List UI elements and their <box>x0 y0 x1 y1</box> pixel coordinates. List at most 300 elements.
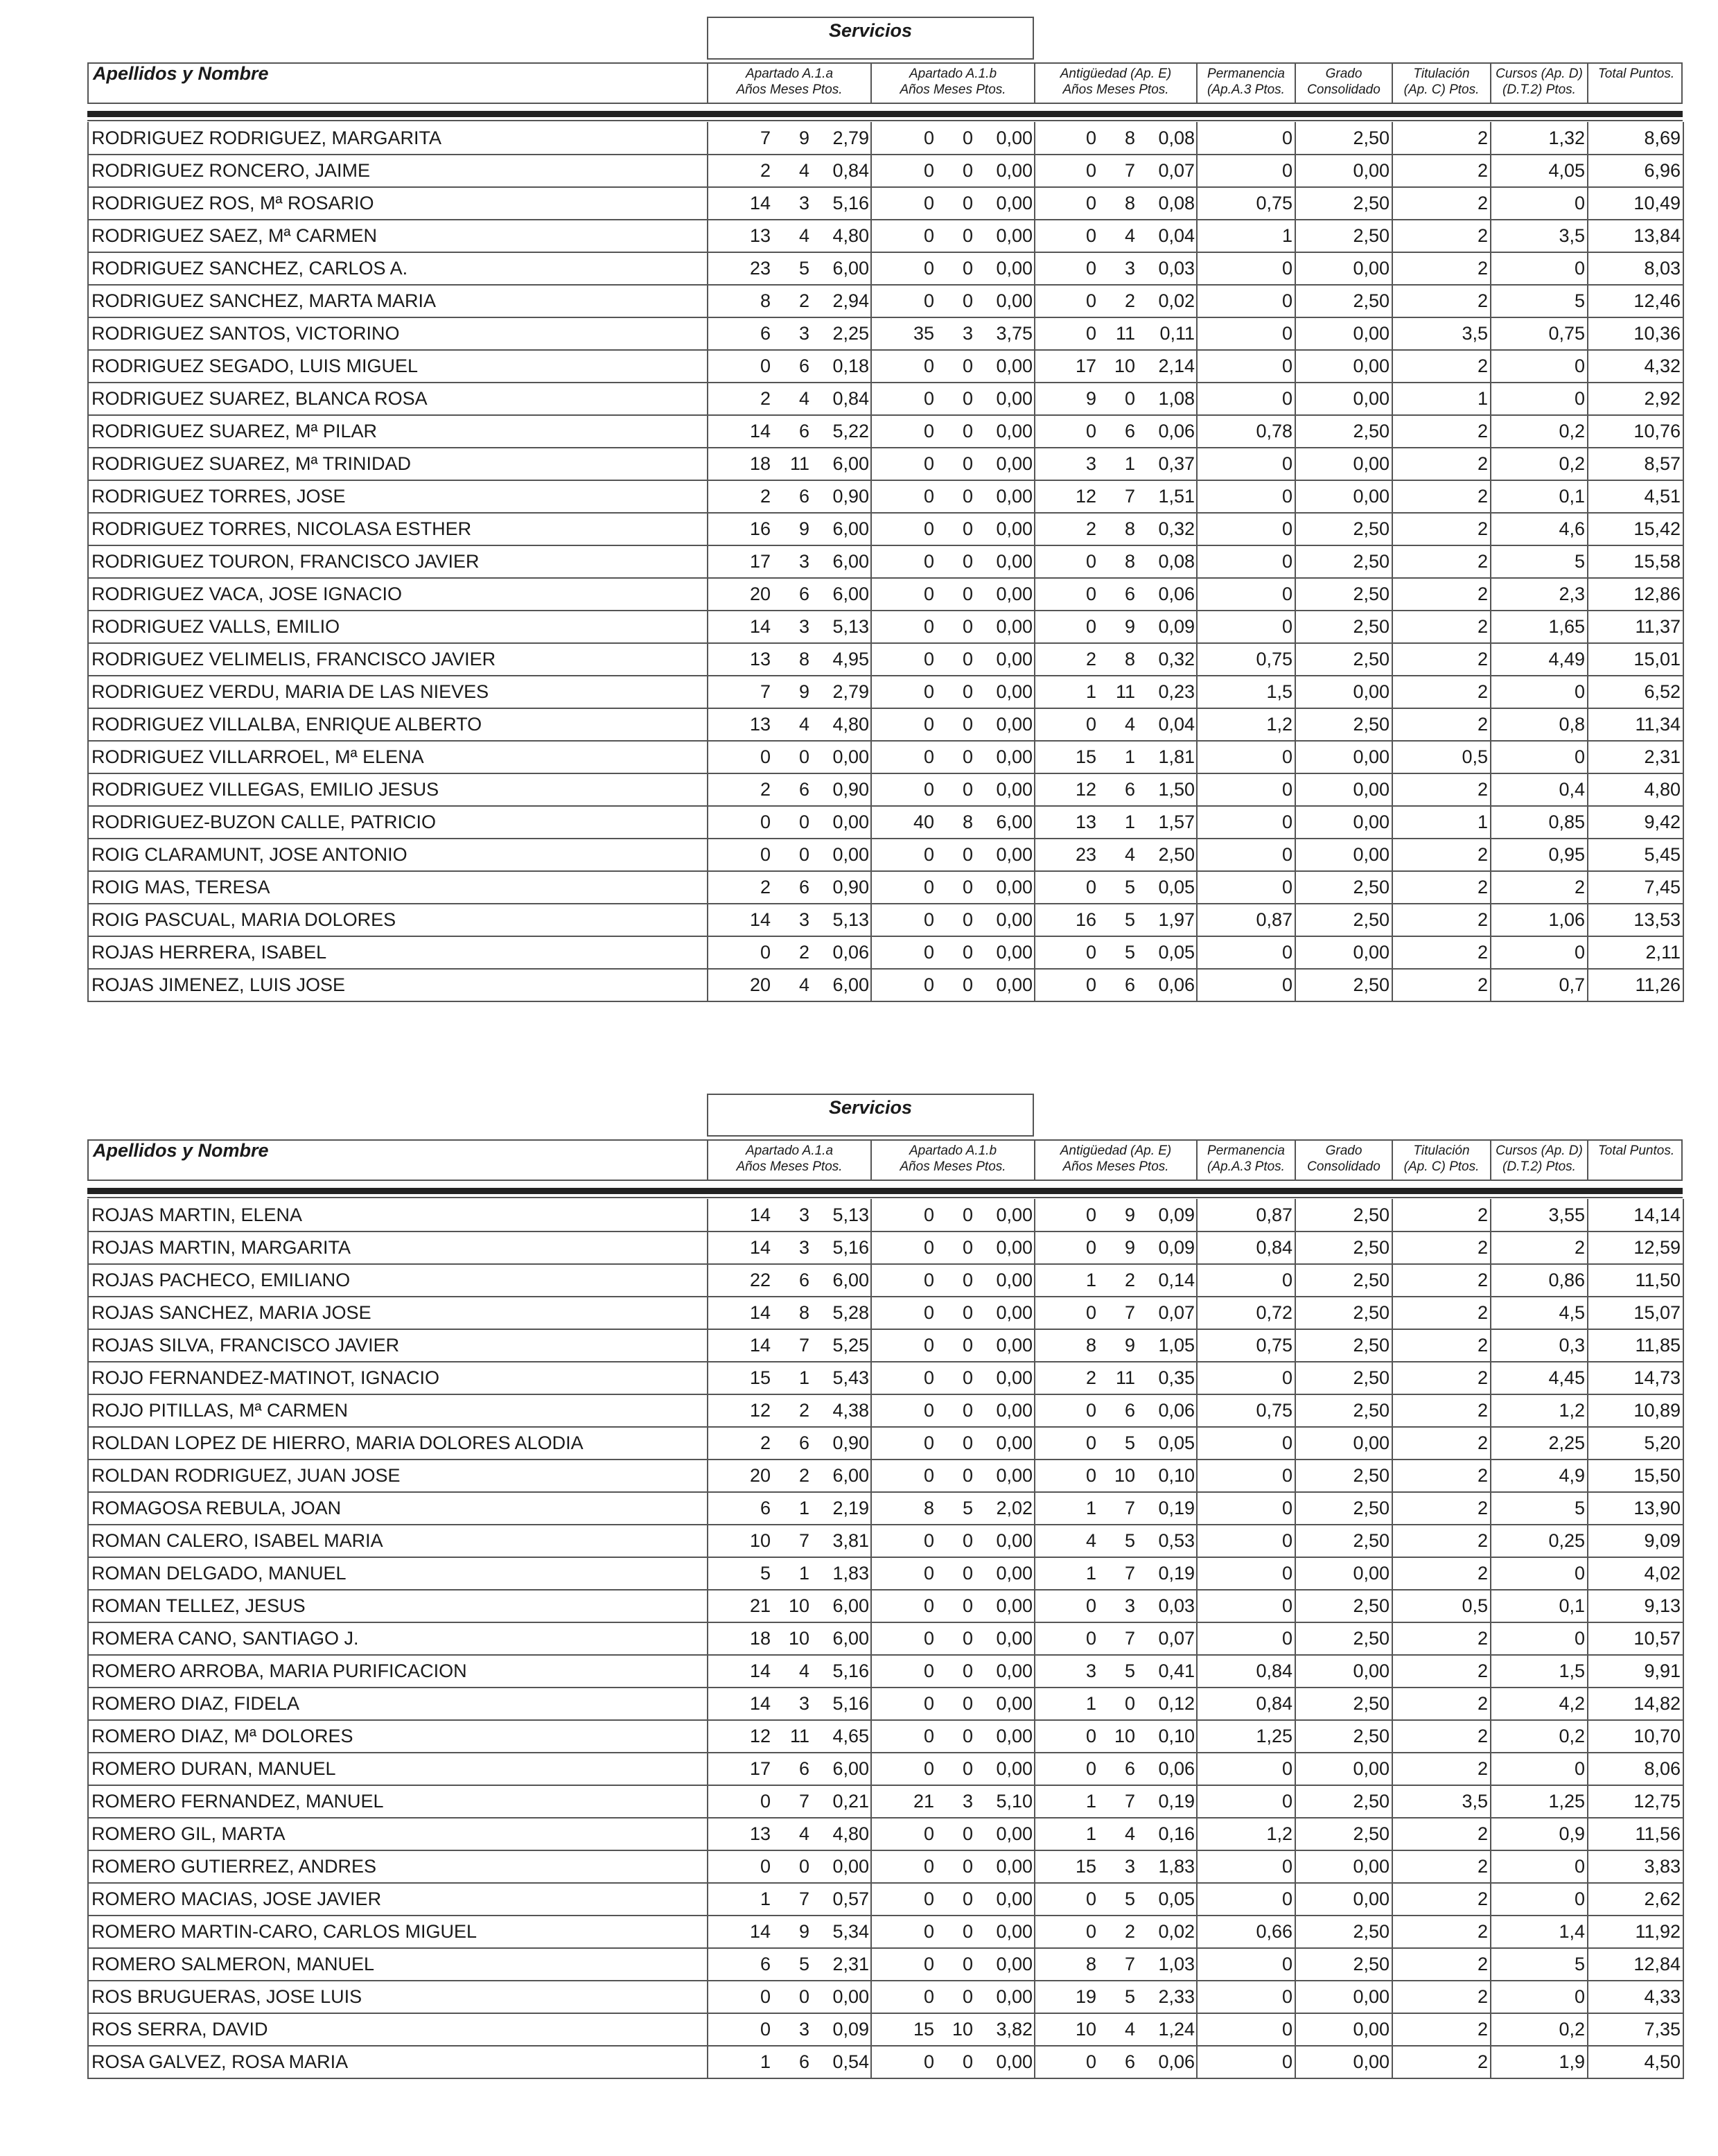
cell-titulacion: 2 <box>1392 1525 1491 1557</box>
cell-grado: 2,50 <box>1295 1720 1392 1753</box>
cell-a1a-ptos: 0,00 <box>832 844 869 865</box>
cell-a1b-meses: 0 <box>962 649 973 669</box>
cell-a1a <box>708 1329 871 1362</box>
cell-cursos: 0 <box>1491 741 1588 773</box>
cell-a1a-meses: 0 <box>798 1856 809 1877</box>
cell-a1a-meses: 3 <box>798 1204 809 1225</box>
cell-a1a <box>708 1297 871 1329</box>
cell-a1b-meses: 0 <box>962 974 973 995</box>
cell-a1b-ptos: 0,00 <box>996 258 1033 279</box>
cell-a1a <box>708 1199 871 1232</box>
cell-grado: 0,00 <box>1295 252 1392 285</box>
cell-name: ROJAS MARTIN, ELENA <box>88 1199 708 1232</box>
cell-permanencia: 0 <box>1197 155 1295 187</box>
cell-titulacion: 2 <box>1392 415 1491 448</box>
table-row <box>88 1850 1683 1883</box>
cell-a1b-anos: 0 <box>923 942 934 963</box>
cell-a1b-meses: 0 <box>962 1921 973 1942</box>
cell-antiguedad <box>1035 1785 1197 1818</box>
cell-a1b-anos: 0 <box>923 714 934 735</box>
cell-antiguedad-anos: 4 <box>1085 1530 1096 1551</box>
cell-antiguedad <box>1035 708 1197 741</box>
cell-a1a-meses: 4 <box>798 714 809 735</box>
cell-a1b-anos: 0 <box>923 421 934 441</box>
cell-antiguedad-meses: 10 <box>1114 1465 1135 1486</box>
cell-a1b-meses: 0 <box>962 909 973 930</box>
cell-antiguedad <box>1035 1297 1197 1329</box>
cell-a1a-ptos: 0,90 <box>832 1432 869 1453</box>
cell-a1a-ptos: 0,84 <box>832 160 869 181</box>
cell-antiguedad-meses: 6 <box>1124 421 1135 441</box>
cell-a1a-ptos: 0,90 <box>832 877 869 897</box>
cell-antiguedad-ptos: 1,81 <box>1158 746 1195 767</box>
cell-name: ROJAS SILVA, FRANCISCO JAVIER <box>88 1329 708 1362</box>
header-total: Total Puntos. <box>1597 1143 1675 1158</box>
cell-antiguedad-ptos: 0,08 <box>1158 551 1195 572</box>
cell-a1b <box>871 2013 1035 2046</box>
cell-a1b-meses: 0 <box>962 877 973 897</box>
header-divider-thick <box>87 1188 1683 1194</box>
cell-cursos: 5 <box>1491 545 1588 578</box>
cell-a1a <box>708 252 871 285</box>
cell-antiguedad-meses: 4 <box>1124 1823 1135 1844</box>
cell-permanencia: 0,87 <box>1197 904 1295 936</box>
cell-a1a-ptos: 0,57 <box>832 1888 869 1909</box>
cell-a1a-ptos: 2,94 <box>832 290 869 311</box>
cell-antiguedad <box>1035 1720 1197 1753</box>
cell-antiguedad <box>1035 611 1197 643</box>
cell-permanencia: 0,75 <box>1197 187 1295 220</box>
cell-antiguedad <box>1035 871 1197 904</box>
cell-permanencia: 0 <box>1197 1850 1295 1883</box>
cell-a1a-ptos: 4,80 <box>832 225 869 246</box>
cell-a1a-anos: 17 <box>749 1758 771 1779</box>
cell-permanencia: 0 <box>1197 1557 1295 1590</box>
cell-a1b <box>871 708 1035 741</box>
table-row <box>88 1688 1683 1720</box>
cell-a1a-anos: 14 <box>749 1693 771 1714</box>
cell-antiguedad-anos: 0 <box>1085 974 1096 995</box>
cell-a1a-anos: 14 <box>749 421 771 441</box>
cell-name: RODRIGUEZ TOURON, FRANCISCO JAVIER <box>88 545 708 578</box>
cell-a1a-anos: 13 <box>749 714 771 735</box>
cell-a1b-anos: 0 <box>923 1921 934 1942</box>
cell-titulacion: 2 <box>1392 1981 1491 2013</box>
cell-a1b-anos: 0 <box>923 909 934 930</box>
cell-antiguedad-anos: 0 <box>1085 1628 1096 1649</box>
cell-total: 11,26 <box>1588 969 1683 1001</box>
cell-a1b-ptos: 0,00 <box>996 421 1033 441</box>
cell-a1b-meses: 0 <box>962 2051 973 2072</box>
table-row <box>88 1720 1683 1753</box>
cell-titulacion: 2 <box>1392 1688 1491 1720</box>
table-row <box>88 415 1683 448</box>
cell-antiguedad <box>1035 1427 1197 1460</box>
cell-permanencia: 0,84 <box>1197 1232 1295 1264</box>
cell-antiguedad-ptos: 0,09 <box>1158 1237 1195 1258</box>
table-row <box>88 2046 1683 2078</box>
cell-a1a-anos: 1 <box>760 2051 771 2072</box>
cell-antiguedad-meses: 5 <box>1124 909 1135 930</box>
cell-a1a-ptos: 2,19 <box>832 1498 869 1518</box>
cell-a1a <box>708 1427 871 1460</box>
cell-titulacion: 2 <box>1392 155 1491 187</box>
cell-antiguedad-anos: 0 <box>1085 584 1096 604</box>
cell-a1b <box>871 643 1035 676</box>
cell-a1a-ptos: 5,16 <box>832 1237 869 1258</box>
cell-a1b <box>871 1622 1035 1655</box>
cell-antiguedad-ptos: 0,41 <box>1158 1660 1195 1681</box>
cell-cursos: 4,45 <box>1491 1362 1588 1394</box>
cell-a1b <box>871 1785 1035 1818</box>
cell-a1b <box>871 1297 1035 1329</box>
cell-cursos: 0,1 <box>1491 1590 1588 1622</box>
cell-grado: 2,50 <box>1295 611 1392 643</box>
cell-a1a-meses: 5 <box>798 258 809 279</box>
cell-a1a <box>708 1720 871 1753</box>
table-row <box>88 1297 1683 1329</box>
header-a1a: Apartado A.1.a Años Meses Ptos. <box>708 1141 872 1180</box>
cell-cursos: 1,2 <box>1491 1394 1588 1427</box>
cell-antiguedad-ptos: 0,32 <box>1158 518 1195 539</box>
cell-total: 2,11 <box>1588 936 1683 969</box>
cell-antiguedad <box>1035 904 1197 936</box>
cell-a1a-anos: 13 <box>749 225 771 246</box>
cell-antiguedad-ptos: 0,02 <box>1158 290 1195 311</box>
cell-a1a-anos: 14 <box>749 1204 771 1225</box>
cell-total: 11,34 <box>1588 708 1683 741</box>
table-row <box>88 741 1683 773</box>
cell-grado: 0,00 <box>1295 1850 1392 1883</box>
cell-a1b-anos: 0 <box>923 356 934 376</box>
cell-antiguedad-meses: 2 <box>1124 1921 1135 1942</box>
table-row <box>88 871 1683 904</box>
cell-a1a-anos: 12 <box>749 1726 771 1746</box>
cell-name: ROS BRUGUERAS, JOSE LUIS <box>88 1981 708 2013</box>
cell-a1a-meses: 9 <box>798 681 809 702</box>
cell-a1a <box>708 1264 871 1297</box>
cell-a1a-ptos: 5,16 <box>832 1660 869 1681</box>
cell-antiguedad-anos: 17 <box>1075 356 1096 376</box>
cell-a1a-meses: 7 <box>798 1791 809 1812</box>
cell-grado: 2,50 <box>1295 871 1392 904</box>
cell-a1b-ptos: 0,00 <box>996 714 1033 735</box>
cell-antiguedad-meses: 4 <box>1124 714 1135 735</box>
cell-a1a-meses: 0 <box>798 812 809 832</box>
cell-grado: 2,50 <box>1295 1916 1392 1948</box>
cell-antiguedad-meses: 7 <box>1124 1628 1135 1649</box>
cell-a1a-meses: 9 <box>798 127 809 148</box>
cell-a1b-meses: 0 <box>962 844 973 865</box>
table-row <box>88 1883 1683 1916</box>
cell-a1b <box>871 1329 1035 1362</box>
cell-a1a-anos: 14 <box>749 1237 771 1258</box>
cell-cursos: 4,2 <box>1491 1688 1588 1720</box>
cell-titulacion: 2 <box>1392 1492 1491 1525</box>
header-titulacion: Titulación (Ap. C) Ptos. <box>1393 1141 1491 1180</box>
cell-a1a <box>708 904 871 936</box>
cell-a1b-anos: 0 <box>923 518 934 539</box>
cell-permanencia: 0 <box>1197 383 1295 415</box>
cell-a1b-ptos: 0,00 <box>996 1367 1033 1388</box>
cell-antiguedad <box>1035 285 1197 317</box>
cell-a1a-meses: 7 <box>798 1888 809 1909</box>
cell-titulacion: 2 <box>1392 513 1491 545</box>
cell-antiguedad-meses: 3 <box>1124 1856 1135 1877</box>
cell-a1b-meses: 0 <box>962 1465 973 1486</box>
cell-antiguedad-meses: 7 <box>1124 1563 1135 1584</box>
cell-a1b-anos: 0 <box>923 1204 934 1225</box>
cell-antiguedad-anos: 1 <box>1085 1498 1096 1518</box>
cell-antiguedad <box>1035 806 1197 839</box>
cell-total: 6,96 <box>1588 155 1683 187</box>
cell-antiguedad-meses: 8 <box>1124 127 1135 148</box>
cell-total: 12,84 <box>1588 1948 1683 1981</box>
cell-name: ROMERO SALMERON, MANUEL <box>88 1948 708 1981</box>
cell-permanencia: 0 <box>1197 317 1295 350</box>
cell-a1b-anos: 0 <box>923 1465 934 1486</box>
cell-a1a-anos: 12 <box>749 1400 771 1421</box>
cell-a1b <box>871 1199 1035 1232</box>
cell-a1a-anos: 0 <box>760 1986 771 2007</box>
cell-a1a <box>708 122 871 155</box>
cell-a1a-anos: 20 <box>749 584 771 604</box>
cell-name: ROMERO ARROBA, MARIA PURIFICACION <box>88 1655 708 1688</box>
cell-antiguedad-meses: 10 <box>1114 356 1135 376</box>
cell-a1b <box>871 350 1035 383</box>
cell-titulacion: 2 <box>1392 1753 1491 1785</box>
cell-name: ROJAS HERRERA, ISABEL <box>88 936 708 969</box>
cell-a1b <box>871 480 1035 513</box>
cell-grado: 2,50 <box>1295 1329 1392 1362</box>
cell-cursos: 2 <box>1491 871 1588 904</box>
cell-a1b-anos: 0 <box>923 225 934 246</box>
cell-a1a <box>708 676 871 708</box>
cell-antiguedad <box>1035 1199 1197 1232</box>
cell-antiguedad-meses: 4 <box>1124 225 1135 246</box>
cell-antiguedad-ptos: 2,14 <box>1158 356 1195 376</box>
cell-antiguedad-anos: 1 <box>1085 681 1096 702</box>
cell-a1b-anos: 0 <box>923 127 934 148</box>
cell-a1a-ptos: 1,83 <box>832 1563 869 1584</box>
cell-antiguedad <box>1035 1232 1197 1264</box>
cell-a1a-ptos: 4,80 <box>832 1823 869 1844</box>
cell-a1b <box>871 871 1035 904</box>
cell-a1b-ptos: 3,82 <box>996 2019 1033 2040</box>
cell-a1b-ptos: 0,00 <box>996 1270 1033 1290</box>
cell-antiguedad <box>1035 1525 1197 1557</box>
cell-cursos: 0 <box>1491 936 1588 969</box>
cell-permanencia: 0 <box>1197 1460 1295 1492</box>
cell-permanencia: 0 <box>1197 285 1295 317</box>
cell-total: 14,73 <box>1588 1362 1683 1394</box>
cell-a1a-anos: 0 <box>760 1791 771 1812</box>
cell-antiguedad-meses: 5 <box>1124 877 1135 897</box>
cell-permanencia: 1,25 <box>1197 1720 1295 1753</box>
cell-cursos: 0,7 <box>1491 969 1588 1001</box>
cell-grado: 2,50 <box>1295 1590 1392 1622</box>
cell-total: 10,36 <box>1588 317 1683 350</box>
cell-a1a <box>708 317 871 350</box>
cell-antiguedad <box>1035 1362 1197 1394</box>
cell-antiguedad <box>1035 2046 1197 2078</box>
cell-a1b-anos: 0 <box>923 649 934 669</box>
table-row <box>88 480 1683 513</box>
cell-titulacion: 2 <box>1392 252 1491 285</box>
cell-permanencia: 0 <box>1197 1883 1295 1916</box>
cell-a1a-anos: 14 <box>749 616 771 637</box>
cell-a1a-ptos: 3,81 <box>832 1530 869 1551</box>
table-row <box>88 578 1683 611</box>
cell-a1a-anos: 2 <box>760 388 771 409</box>
cell-a1b-ptos: 0,00 <box>996 388 1033 409</box>
cell-a1a <box>708 1753 871 1785</box>
cell-grado: 2,50 <box>1295 904 1392 936</box>
cell-total: 3,83 <box>1588 1850 1683 1883</box>
cell-antiguedad-meses: 9 <box>1124 1204 1135 1225</box>
cell-cursos: 0 <box>1491 252 1588 285</box>
cell-a1b <box>871 448 1035 480</box>
cell-name: ROIG PASCUAL, MARIA DOLORES <box>88 904 708 936</box>
cell-antiguedad-ptos: 0,19 <box>1158 1563 1195 1584</box>
cell-total: 5,45 <box>1588 839 1683 871</box>
cell-titulacion: 2 <box>1392 350 1491 383</box>
cell-grado: 2,50 <box>1295 1362 1392 1394</box>
table-row <box>88 904 1683 936</box>
cell-a1b-meses: 0 <box>962 486 973 507</box>
cell-antiguedad-ptos: 1,97 <box>1158 909 1195 930</box>
cell-a1b-meses: 0 <box>962 421 973 441</box>
cell-a1b-meses: 0 <box>962 1595 973 1616</box>
cell-a1b-ptos: 0,00 <box>996 1888 1033 1909</box>
cell-name: ROMERA CANO, SANTIAGO J. <box>88 1622 708 1655</box>
cell-total: 12,59 <box>1588 1232 1683 1264</box>
cell-antiguedad-anos: 0 <box>1085 323 1096 344</box>
cell-a1a-ptos: 5,13 <box>832 909 869 930</box>
cell-a1a <box>708 480 871 513</box>
table-row <box>88 1818 1683 1850</box>
cell-a1b-ptos: 0,00 <box>996 1726 1033 1746</box>
cell-antiguedad-meses: 5 <box>1124 1986 1135 2007</box>
cell-a1b-meses: 0 <box>962 388 973 409</box>
cell-permanencia: 0 <box>1197 2013 1295 2046</box>
cell-name: ROMERO GIL, MARTA <box>88 1818 708 1850</box>
cell-permanencia: 0 <box>1197 2046 1295 2078</box>
cell-a1b <box>871 1362 1035 1394</box>
cell-a1b-meses: 0 <box>962 1628 973 1649</box>
cell-a1b-anos: 8 <box>923 1498 934 1518</box>
cell-titulacion: 2 <box>1392 1557 1491 1590</box>
cell-a1a-meses: 8 <box>798 1302 809 1323</box>
cell-a1b <box>871 741 1035 773</box>
table-row <box>88 708 1683 741</box>
cell-a1b <box>871 676 1035 708</box>
cell-antiguedad-anos: 8 <box>1085 1954 1096 1974</box>
cell-antiguedad-anos: 12 <box>1075 779 1096 800</box>
cell-permanencia: 0 <box>1197 448 1295 480</box>
cell-a1a <box>708 513 871 545</box>
cell-a1b-ptos: 0,00 <box>996 290 1033 311</box>
cell-permanencia: 0,78 <box>1197 415 1295 448</box>
cell-total: 9,42 <box>1588 806 1683 839</box>
cell-a1b-anos: 0 <box>923 1628 934 1649</box>
table-row <box>88 1329 1683 1362</box>
cell-permanencia: 0 <box>1197 611 1295 643</box>
cell-total: 2,62 <box>1588 1883 1683 1916</box>
cell-a1b-anos: 0 <box>923 258 934 279</box>
cell-a1b <box>871 969 1035 1001</box>
cell-cursos: 0,2 <box>1491 448 1588 480</box>
cell-a1b-anos: 0 <box>923 1954 934 1974</box>
cell-antiguedad-meses: 3 <box>1124 1595 1135 1616</box>
cell-total: 8,57 <box>1588 448 1683 480</box>
cell-total: 4,80 <box>1588 773 1683 806</box>
cell-antiguedad-ptos: 0,07 <box>1158 1628 1195 1649</box>
cell-permanencia: 0,75 <box>1197 1394 1295 1427</box>
header-antiguedad: Antigüedad (Ap. E) Años Meses Ptos. <box>1035 1141 1198 1180</box>
cell-titulacion: 2 <box>1392 839 1491 871</box>
cell-titulacion: 2 <box>1392 969 1491 1001</box>
cell-a1a-meses: 6 <box>798 877 809 897</box>
header-divider-thin <box>87 120 1683 121</box>
cell-antiguedad-anos: 0 <box>1085 1758 1096 1779</box>
cell-a1b <box>871 1883 1035 1916</box>
cell-titulacion: 3,5 <box>1392 1785 1491 1818</box>
cell-a1a-ptos: 0,54 <box>832 2051 869 2072</box>
cell-a1a-anos: 0 <box>760 746 771 767</box>
cell-antiguedad <box>1035 155 1197 187</box>
cell-a1a <box>708 1948 871 1981</box>
cell-a1a-ptos: 2,31 <box>832 1954 869 1974</box>
cell-a1b-ptos: 0,00 <box>996 518 1033 539</box>
cell-a1a-anos: 14 <box>749 909 771 930</box>
cell-a1a-meses: 3 <box>798 909 809 930</box>
cell-antiguedad-ptos: 0,23 <box>1158 681 1195 702</box>
cell-name: RODRIGUEZ SANCHEZ, CARLOS A. <box>88 252 708 285</box>
cell-a1b-meses: 0 <box>962 1530 973 1551</box>
cell-titulacion: 2 <box>1392 1427 1491 1460</box>
cell-a1a-ptos: 6,00 <box>832 1595 869 1616</box>
cell-permanencia: 0,75 <box>1197 643 1295 676</box>
cell-a1b <box>871 839 1035 871</box>
cell-a1b-ptos: 0,00 <box>996 193 1033 213</box>
cell-a1b-anos: 0 <box>923 2051 934 2072</box>
cell-a1a-ptos: 6,00 <box>832 518 869 539</box>
cell-a1a-ptos: 0,18 <box>832 356 869 376</box>
cell-a1a-anos: 14 <box>749 1335 771 1356</box>
cell-a1a-ptos: 5,16 <box>832 193 869 213</box>
cell-total: 11,56 <box>1588 1818 1683 1850</box>
cell-total: 4,51 <box>1588 480 1683 513</box>
cell-a1b-anos: 0 <box>923 1595 934 1616</box>
cell-grado: 0,00 <box>1295 383 1392 415</box>
cell-a1a <box>708 1688 871 1720</box>
cell-a1b-anos: 0 <box>923 1563 934 1584</box>
cell-a1b <box>871 513 1035 545</box>
cell-name: RODRIGUEZ VELIMELIS, FRANCISCO JAVIER <box>88 643 708 676</box>
cell-antiguedad-ptos: 0,19 <box>1158 1498 1195 1518</box>
cell-permanencia: 1,2 <box>1197 708 1295 741</box>
cell-antiguedad-meses: 6 <box>1124 584 1135 604</box>
cell-antiguedad-anos: 2 <box>1085 518 1096 539</box>
cell-a1a-meses: 7 <box>798 1530 809 1551</box>
cell-name: RODRIGUEZ RONCERO, JAIME <box>88 155 708 187</box>
cell-a1b-ptos: 0,00 <box>996 1660 1033 1681</box>
cell-a1b-anos: 21 <box>913 1791 934 1812</box>
cell-name: ROMERO DIAZ, Mª DOLORES <box>88 1720 708 1753</box>
table-row <box>88 1557 1683 1590</box>
table-row <box>88 969 1683 1001</box>
